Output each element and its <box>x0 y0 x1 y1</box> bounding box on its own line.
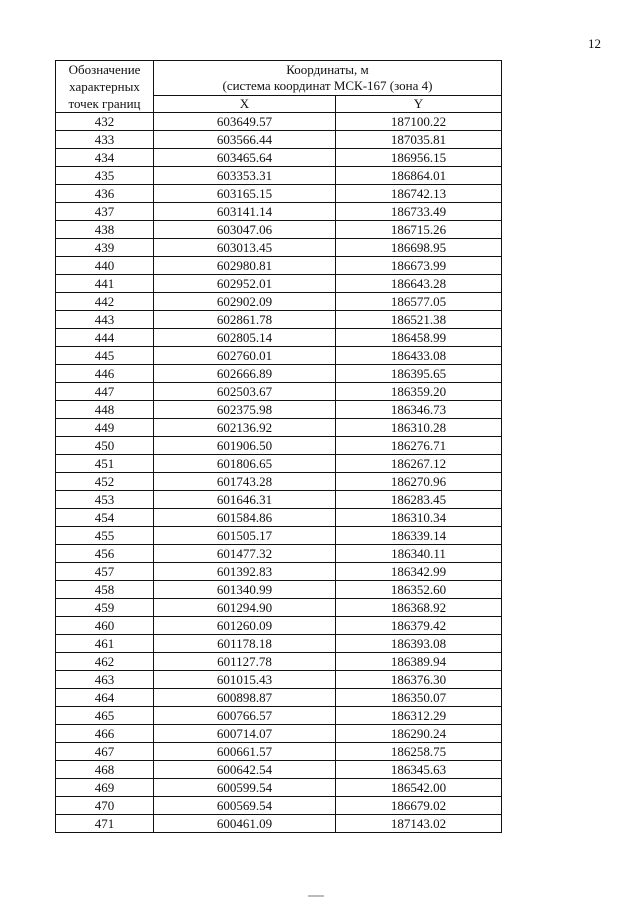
table-row <box>56 779 502 797</box>
point-id-cell: 469 <box>56 779 154 797</box>
point-id-cell: 433 <box>56 131 154 149</box>
x-coordinate-cell: 601806.65 <box>154 455 336 473</box>
point-id-cell: 448 <box>56 401 154 419</box>
table-row <box>56 491 502 509</box>
x-coordinate-cell: 600714.07 <box>154 725 336 743</box>
point-id-cell: 468 <box>56 761 154 779</box>
x-coordinate-cell: 601340.99 <box>154 581 336 599</box>
table-row <box>56 293 502 311</box>
header-point-line: характерных <box>69 79 140 94</box>
y-coordinate-cell: 186542.00 <box>336 779 502 797</box>
point-id-cell: 451 <box>56 455 154 473</box>
header-point-designation <box>56 61 154 113</box>
point-id-cell: 452 <box>56 473 154 491</box>
y-coordinate-cell: 186715.26 <box>336 221 502 239</box>
y-coordinate-cell: 186350.07 <box>336 689 502 707</box>
y-coordinate-cell: 186458.99 <box>336 329 502 347</box>
header-x: X <box>154 96 336 113</box>
y-coordinate-cell: 186359.20 <box>336 383 502 401</box>
point-id-cell: 467 <box>56 743 154 761</box>
y-coordinate-cell: 186276.71 <box>336 437 502 455</box>
y-coordinate-cell: 186433.08 <box>336 347 502 365</box>
x-coordinate-cell: 602503.67 <box>154 383 336 401</box>
x-coordinate-cell: 601646.31 <box>154 491 336 509</box>
point-id-cell: 432 <box>56 113 154 131</box>
x-coordinate-cell: 602666.89 <box>154 365 336 383</box>
point-id-cell: 436 <box>56 185 154 203</box>
x-coordinate-cell: 602805.14 <box>154 329 336 347</box>
x-coordinate-cell: 600766.57 <box>154 707 336 725</box>
x-coordinate-cell: 601178.18 <box>154 635 336 653</box>
y-coordinate-cell: 186379.42 <box>336 617 502 635</box>
x-coordinate-cell: 601260.09 <box>154 617 336 635</box>
x-coordinate-cell: 601584.86 <box>154 509 336 527</box>
y-coordinate-cell: 186679.02 <box>336 797 502 815</box>
point-id-cell: 461 <box>56 635 154 653</box>
table-row <box>56 671 502 689</box>
x-coordinate-cell: 600599.54 <box>154 779 336 797</box>
table-row <box>56 365 502 383</box>
y-coordinate-cell: 186521.38 <box>336 311 502 329</box>
x-coordinate-cell: 601015.43 <box>154 671 336 689</box>
x-coordinate-cell: 601477.32 <box>154 545 336 563</box>
table-row <box>56 221 502 239</box>
y-coordinate-cell: 186368.92 <box>336 599 502 617</box>
y-coordinate-cell: 186342.99 <box>336 563 502 581</box>
table-row <box>56 185 502 203</box>
point-id-cell: 439 <box>56 239 154 257</box>
x-coordinate-cell: 602136.92 <box>154 419 336 437</box>
x-coordinate-cell: 603165.15 <box>154 185 336 203</box>
y-coordinate-cell: 187143.02 <box>336 815 502 833</box>
x-coordinate-cell: 600898.87 <box>154 689 336 707</box>
table-row <box>56 401 502 419</box>
y-coordinate-cell: 186673.99 <box>336 257 502 275</box>
point-id-cell: 456 <box>56 545 154 563</box>
point-id-cell: 437 <box>56 203 154 221</box>
table-row <box>56 473 502 491</box>
table-row <box>56 545 502 563</box>
table-row <box>56 311 502 329</box>
point-id-cell: 455 <box>56 527 154 545</box>
table-row <box>56 239 502 257</box>
y-coordinate-cell: 186312.29 <box>336 707 502 725</box>
y-coordinate-cell: 186290.24 <box>336 725 502 743</box>
y-coordinate-cell: 186267.12 <box>336 455 502 473</box>
point-id-cell: 465 <box>56 707 154 725</box>
table-row <box>56 167 502 185</box>
x-coordinate-cell: 603141.14 <box>154 203 336 221</box>
table-row <box>56 419 502 437</box>
x-coordinate-cell: 601743.28 <box>154 473 336 491</box>
x-coordinate-cell: 601127.78 <box>154 653 336 671</box>
y-coordinate-cell: 187035.81 <box>336 131 502 149</box>
table-row <box>56 149 502 167</box>
point-id-cell: 440 <box>56 257 154 275</box>
point-id-cell: 445 <box>56 347 154 365</box>
page-number: 12 <box>588 36 601 51</box>
point-id-cell: 460 <box>56 617 154 635</box>
x-coordinate-cell: 601505.17 <box>154 527 336 545</box>
point-id-cell: 453 <box>56 491 154 509</box>
table-row <box>56 131 502 149</box>
table-row <box>56 599 502 617</box>
y-coordinate-cell: 186577.05 <box>336 293 502 311</box>
y-coordinate-cell: 186389.94 <box>336 653 502 671</box>
y-coordinate-cell: 186270.96 <box>336 473 502 491</box>
table-row <box>56 815 502 833</box>
y-coordinate-cell: 186345.63 <box>336 761 502 779</box>
x-coordinate-cell: 602952.01 <box>154 275 336 293</box>
x-coordinate-cell: 600461.09 <box>154 815 336 833</box>
table-body <box>56 113 502 833</box>
y-coordinate-cell: 186346.73 <box>336 401 502 419</box>
point-id-cell: 449 <box>56 419 154 437</box>
x-coordinate-cell: 602861.78 <box>154 311 336 329</box>
table-row <box>56 707 502 725</box>
point-id-cell: 457 <box>56 563 154 581</box>
table-row <box>56 383 502 401</box>
y-coordinate-cell: 186864.01 <box>336 167 502 185</box>
x-coordinate-cell: 602980.81 <box>154 257 336 275</box>
x-coordinate-cell: 601392.83 <box>154 563 336 581</box>
table-row <box>56 437 502 455</box>
table-row <box>56 527 502 545</box>
table-row <box>56 455 502 473</box>
table-row <box>56 743 502 761</box>
table-row <box>56 203 502 221</box>
x-coordinate-cell: 603353.31 <box>154 167 336 185</box>
y-coordinate-cell: 186733.49 <box>336 203 502 221</box>
table-row <box>56 725 502 743</box>
x-coordinate-cell: 603047.06 <box>154 221 336 239</box>
y-coordinate-cell: 186258.75 <box>336 743 502 761</box>
point-id-cell: 466 <box>56 725 154 743</box>
table-header <box>56 61 502 113</box>
table-row <box>56 581 502 599</box>
point-id-cell: 459 <box>56 599 154 617</box>
point-id-cell: 464 <box>56 689 154 707</box>
point-id-cell: 454 <box>56 509 154 527</box>
y-coordinate-cell: 186310.28 <box>336 419 502 437</box>
y-coordinate-cell: 186956.15 <box>336 149 502 167</box>
header-y: Y <box>336 96 502 113</box>
table-row <box>56 617 502 635</box>
y-coordinate-cell: 186698.95 <box>336 239 502 257</box>
y-coordinate-cell: 186310.34 <box>336 509 502 527</box>
x-coordinate-cell: 602902.09 <box>154 293 336 311</box>
header-point-line: точек границ <box>68 96 141 111</box>
point-id-cell: 462 <box>56 653 154 671</box>
x-coordinate-cell: 601906.50 <box>154 437 336 455</box>
table-row <box>56 563 502 581</box>
point-id-cell: 434 <box>56 149 154 167</box>
y-coordinate-cell: 186340.11 <box>336 545 502 563</box>
point-id-cell: 463 <box>56 671 154 689</box>
y-coordinate-cell: 186352.60 <box>336 581 502 599</box>
point-id-cell: 435 <box>56 167 154 185</box>
point-id-cell: 470 <box>56 797 154 815</box>
point-id-cell: 471 <box>56 815 154 833</box>
x-coordinate-cell: 600569.54 <box>154 797 336 815</box>
y-coordinate-cell: 186643.28 <box>336 275 502 293</box>
point-id-cell: 446 <box>56 365 154 383</box>
x-coordinate-cell: 603649.57 <box>154 113 336 131</box>
x-coordinate-cell: 600642.54 <box>154 761 336 779</box>
table-row <box>56 635 502 653</box>
x-coordinate-cell: 602375.98 <box>154 401 336 419</box>
header-coordinates-title: Координаты, м <box>286 62 369 77</box>
x-coordinate-cell: 602760.01 <box>154 347 336 365</box>
point-id-cell: 458 <box>56 581 154 599</box>
point-id-cell: 444 <box>56 329 154 347</box>
x-coordinate-cell: 603013.45 <box>154 239 336 257</box>
header-coordinate-system: (система координат МСК-167 (зона 4) <box>222 78 433 93</box>
table-row <box>56 653 502 671</box>
y-coordinate-cell: 186742.13 <box>336 185 502 203</box>
x-coordinate-cell: 601294.90 <box>154 599 336 617</box>
header-point-line: Обозначение <box>68 62 141 77</box>
table-row <box>56 257 502 275</box>
y-coordinate-cell: 186339.14 <box>336 527 502 545</box>
table-row <box>56 329 502 347</box>
point-id-cell: 438 <box>56 221 154 239</box>
table-row <box>56 689 502 707</box>
x-coordinate-cell: 603566.44 <box>154 131 336 149</box>
table-row <box>56 347 502 365</box>
table-row <box>56 509 502 527</box>
table-row <box>56 797 502 815</box>
y-coordinate-cell: 186395.65 <box>336 365 502 383</box>
coordinates-table <box>55 60 502 833</box>
table-row <box>56 113 502 131</box>
footer-smudge <box>308 895 324 897</box>
point-id-cell: 441 <box>56 275 154 293</box>
y-coordinate-cell: 187100.22 <box>336 113 502 131</box>
x-coordinate-cell: 600661.57 <box>154 743 336 761</box>
point-id-cell: 450 <box>56 437 154 455</box>
point-id-cell: 443 <box>56 311 154 329</box>
y-coordinate-cell: 186283.45 <box>336 491 502 509</box>
header-coordinates <box>154 61 502 96</box>
table-row <box>56 761 502 779</box>
y-coordinate-cell: 186376.30 <box>336 671 502 689</box>
point-id-cell: 447 <box>56 383 154 401</box>
x-coordinate-cell: 603465.64 <box>154 149 336 167</box>
table-row <box>56 275 502 293</box>
y-coordinate-cell: 186393.08 <box>336 635 502 653</box>
point-id-cell: 442 <box>56 293 154 311</box>
